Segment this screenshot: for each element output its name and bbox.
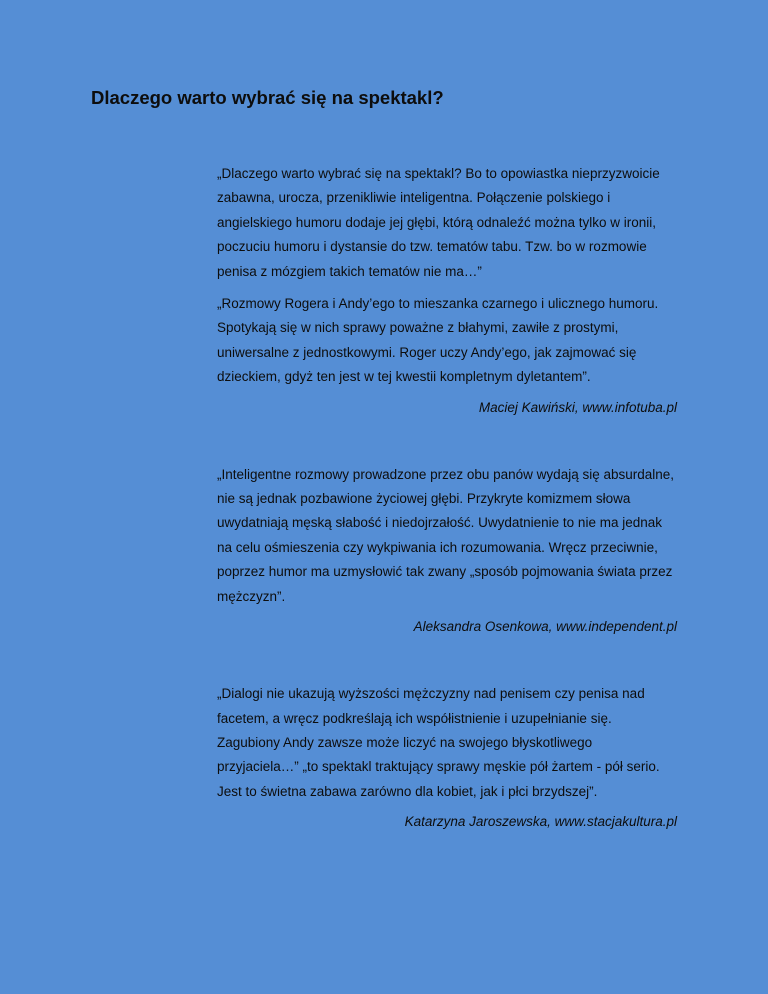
review-1-quote-1: „Dlaczego warto wybrać się na spektakl? Bo to opowiastka nieprzyzwoicie zabawna, urocza, przenikliwie inteligentna. Połączenie polskiego i angielskiego humoru dodaje jej głębi, którą odnaleźć można tylko w ironii, poczuciu humoru i dystansie do tzw. tematów tabu. Tzw. bo w rozmowie penisa z mózgiem takich tematów nie ma…” [217,166,660,279]
spacer [217,418,677,463]
review-3-attribution: Katarzyna Jaroszewska, www.stacjakultura.pl [404,814,677,830]
spacer [217,637,677,682]
review-1 [217,162,677,418]
review-2-quote-1: „Inteligentne rozmowy prowadzone przez obu panów wydają się absurdalne, nie są jednak pozbawione życiowej głębi. Przykryte komizmem słowa uwydatniają męską słabość i niedojrzałość. Uwydatnienie to nie ma jednak na celu ośmieszenia czy wykpiwania ich rozumowania. Wręcz przeciwnie, poprzez humor ma uzmysłowić tak zwany „sposób pojmowania świata przez mężczyzn”. [217,466,675,604]
review-2 [217,463,677,637]
page-title: Dlaczego warto wybrać się na spektakl? [91,87,444,108]
review-1-attribution: Maciej Kawiński, www.infotuba.pl [478,399,677,415]
review-3 [217,682,677,832]
reviews-section [217,162,677,832]
review-3-quote-1: „Dialogi nie ukazują wyższości mężczyzny nad penisem czy penisa nad facetem, a wręcz podkreślają ich współistnienie i uzupełnianie się. Zagubiony Andy zawsze może liczyć na swojego błyskotliwego przyjaciela…” „to spektakl traktujący sprawy męskie pół żartem - pół serio. Jest to świetna zabawa zarówno dla kobiet, jak i płci brzydszej”. [217,686,660,799]
review-2-attribution: Aleksandra Osenkowa, www.independent.pl [413,619,677,635]
review-1-quote-2: „Rozmowy Rogera i Andy’ego to mieszanka czarnego i ulicznego humoru. Spotykają się w nich sprawy poważne z błahymi, zawiłe z prostymi, uniwersalne z jednostkowymi. Roger uczy Andy’ego, jak zajmować się dzieckiem, gdyż ten jest w tej kwestii kompletnym dyletantem”. [217,296,659,385]
